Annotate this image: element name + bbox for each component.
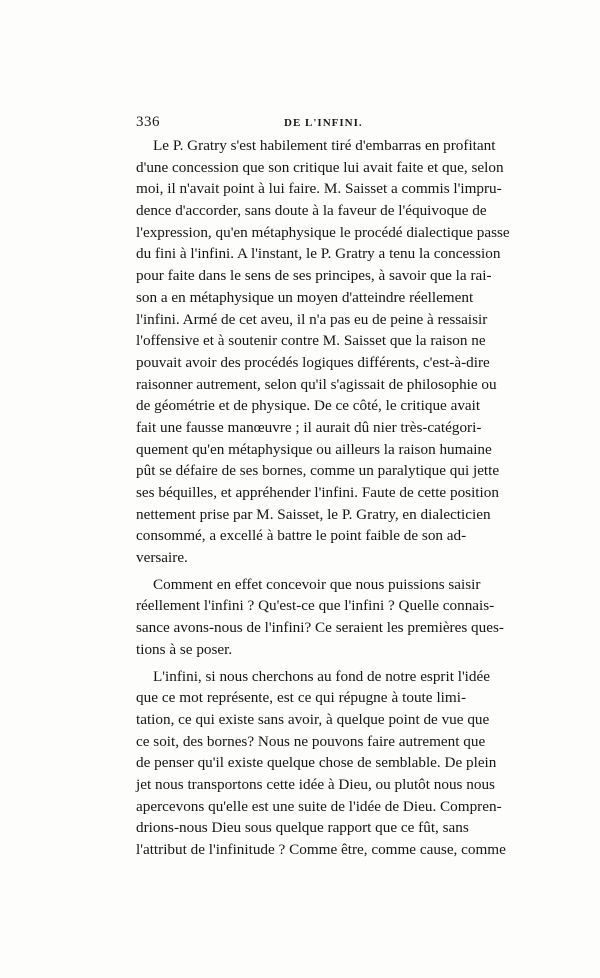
text-line: d'une concession que son critique lui avait faite et que, selon (136, 158, 504, 176)
page-header (136, 114, 466, 134)
body-text (136, 135, 510, 861)
text-line: pouvait avoir des procédés logiques différents, c'est-à-dire (136, 353, 490, 371)
text-line: Comment en effet concevoir que nous puissions saisir (153, 575, 481, 593)
text-line: du fini à l'infini. A l'instant, le P. Gratry a tenu la concession (136, 245, 501, 263)
text-line: tions à se poser. (136, 640, 233, 658)
paragraph (136, 574, 504, 661)
text-line: fait une fausse manœuvre ; il aurait dû nier très-catégori- (136, 418, 482, 436)
text-line: son a en métaphysique un moyen d'atteindre réellement (136, 288, 474, 306)
text-line: de géométrie et de physique. De ce côté, le critique avait (136, 397, 481, 415)
text-line: drions-nous Dieu sous quelque rapport que ce fût, sans (136, 819, 469, 837)
page-number: 336 (136, 114, 160, 130)
text-line: consommé, a excellé à battre le point faible de son ad- (136, 527, 467, 545)
text-line: dence d'accorder, sans doute à la faveur de l'équivoque de (136, 202, 487, 220)
text-line: jet nous transportons cette idée à Dieu, ou plutôt nous nous (136, 775, 495, 793)
text-line: Le P. Gratry s'est habilement tiré d'embarras en profitant (153, 137, 496, 154)
paragraph (136, 135, 510, 569)
text-line: sance avons-nous de l'infini? Ce seraient les premières ques- (136, 619, 504, 637)
text-line: l'attribut de l'infinitude ? Comme être, comme cause, comme (136, 841, 506, 858)
text-line: nettement prise par M. Saisset, le P. Gratry, en dialecticien (136, 505, 491, 523)
paragraph (136, 666, 506, 861)
text-line: moi, il n'avait point à lui faire. M. Saisset a commis l'impru- (136, 180, 502, 198)
text-line: l'offensive et à soutenir contre M. Saisset que la raison ne (136, 332, 486, 350)
text-line: l'expression, qu'en métaphysique le procédé dialectique passe (136, 223, 510, 241)
text-line: L'infini, si nous cherchons au fond de notre esprit l'idée (153, 667, 490, 685)
text-line: ce soit, des bornes? Nous ne pouvons faire autrement que (136, 732, 486, 750)
text-line: versaire. (136, 549, 188, 567)
text-line: quement qu'en métaphysique ou ailleurs la raison humaine (136, 440, 492, 458)
text-line: raisonner autrement, selon qu'il s'agissait de philosophie ou (136, 375, 497, 393)
text-line: pût se défaire de ses bornes, comme un paralytique qui jette (136, 462, 500, 480)
text-line: réellement l'infini ? Qu'est-ce que l'infini ? Quelle connais- (136, 597, 495, 615)
text-line: pour faite dans le sens de ses principes, à savoir que la rai- (136, 267, 492, 285)
text-line: tation, ce qui existe sans avoir, à quelque point de vue que (136, 710, 490, 728)
text-line: ses béquilles, et appréhender l'infini. Faute de cette position (136, 484, 499, 501)
text-line: l'infini. Armé de cet aveu, il n'a pas eu de peine à ressaisir (136, 310, 488, 328)
text-line: de penser qu'il existe quelque chose de semblable. De plein (136, 754, 497, 772)
text-line: apercevons qu'elle est une suite de l'idée de Dieu. Compren- (136, 797, 502, 815)
running-title: DE L'INFINI. (284, 117, 363, 129)
text-line: que ce mot représente, est ce qui répugne à toute limi- (136, 689, 466, 707)
